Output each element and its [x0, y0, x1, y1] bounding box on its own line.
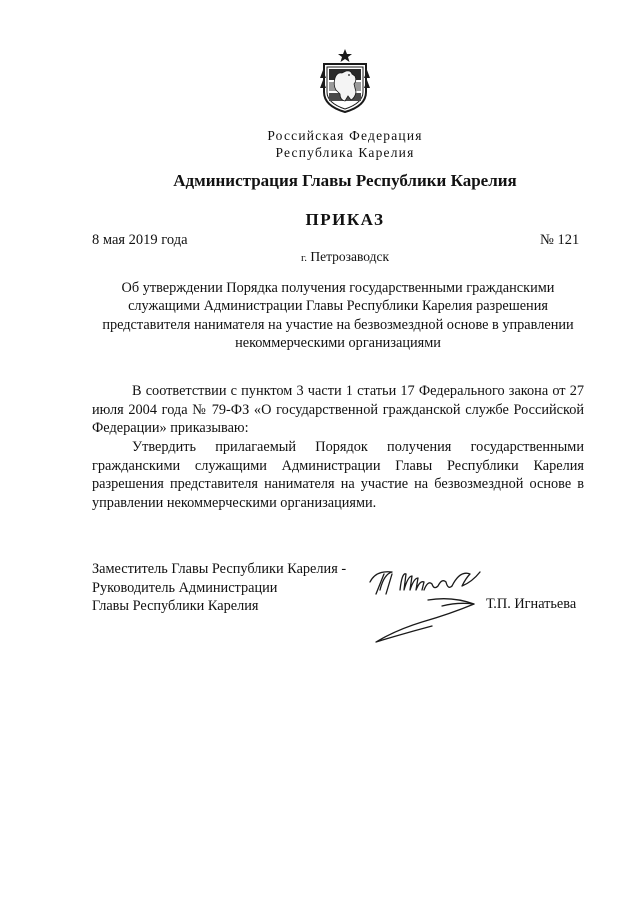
region-name: Республика Карелия — [275, 145, 415, 160]
signer-position-line: Главы Республики Карелия — [92, 598, 259, 615]
signer-position — [92, 560, 346, 616]
document-number: № 121 — [540, 232, 580, 248]
city-prefix: г. — [300, 252, 307, 264]
coat-of-arms-icon — [318, 48, 372, 114]
signer-position-line: Заместитель Главы Республики Карелия - — [92, 561, 347, 577]
city-name: Петрозаводск — [310, 249, 390, 264]
handwritten-signature — [362, 560, 492, 652]
organization-title: Администрация Главы Республики Карелия — [173, 171, 517, 190]
body-paragraph-legal-basis: В соответствии с пунктом 3 части 1 статьи 17 Федерального закона от 27 июля 2004 года № 79-ФЗ «О государственной гражданской службе Российской Федерации» приказываю: — [92, 383, 584, 437]
document-type: ПРИКАЗ — [305, 210, 385, 229]
body-paragraph-order: Утвердить прилагаемый Порядок получения государственными гражданскими служащими Администрации Главы Республики Карелия разрешения представителя нанимателя на участие на безвозмездной основе в управлении некоммерческими организациями. — [92, 439, 584, 511]
document-subject: Об утверждении Порядка получения государственными гражданскими служащими Администрации Главы Республики Карелия разрешения представителя нанимателя на участие на безвозмездной основе в управлении некоммерческими организациями — [102, 280, 574, 352]
document-date: 8 мая 2019 года — [92, 232, 188, 248]
signer-position-line: Руководитель Администрации — [92, 579, 278, 596]
signer-name: Т.П. Игнатьева — [486, 596, 577, 612]
country-name: Российская Федерация — [267, 128, 423, 143]
document-city — [0, 249, 640, 265]
